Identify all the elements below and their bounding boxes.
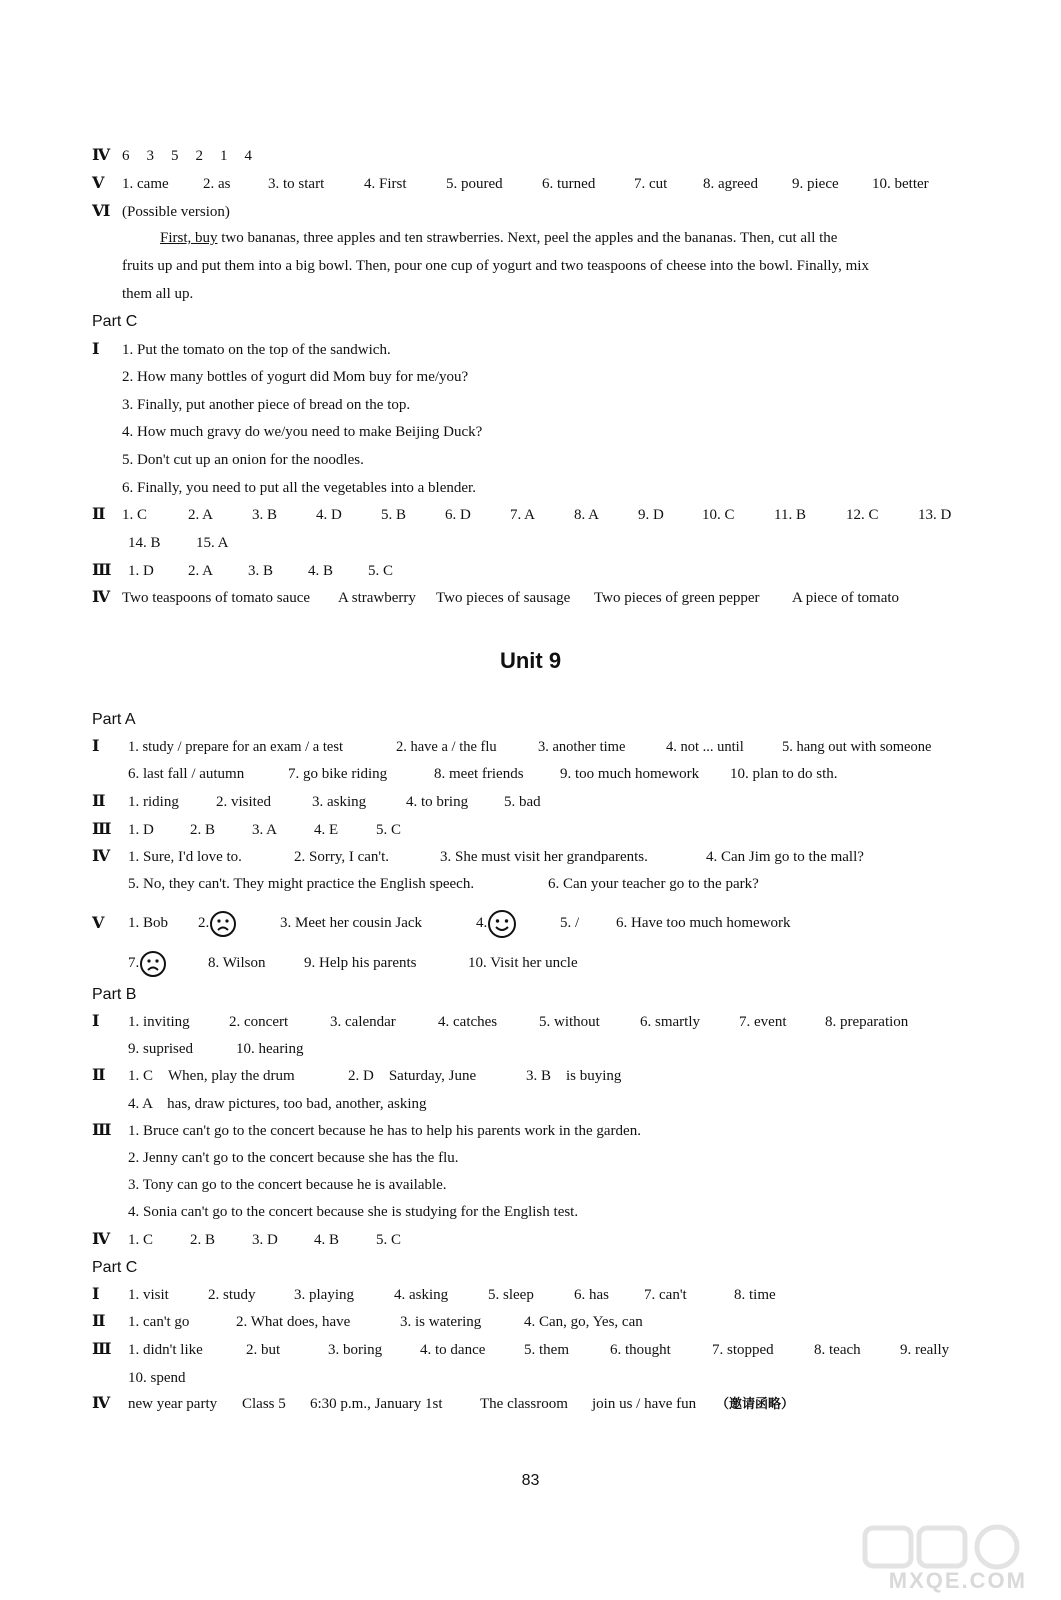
answer-item: 3. D bbox=[252, 1232, 278, 1248]
answer-item: 5. without bbox=[539, 1014, 600, 1030]
roman-numeral: Ⅳ bbox=[92, 147, 111, 164]
answer-item: 3. is watering bbox=[400, 1314, 482, 1330]
answer-item: 1. riding bbox=[128, 794, 179, 810]
answer-item: 1. Sure, I'd love to. bbox=[128, 849, 242, 865]
answer-line: 5. Don't cut up an onion for the noodles. bbox=[122, 452, 364, 468]
answer-item: 14. B bbox=[128, 535, 161, 551]
answer-item: 2. What does, have bbox=[236, 1314, 351, 1330]
answer-item: 2. bbox=[198, 906, 280, 940]
answer-line bbox=[128, 1066, 621, 1086]
answer-line: 3. Tony can go to the concert because he is available. bbox=[128, 1177, 447, 1193]
answer-item: 11. B bbox=[774, 507, 806, 523]
answer-line bbox=[128, 1340, 949, 1360]
answer-item: 1. can't go bbox=[128, 1314, 190, 1330]
answer-line bbox=[128, 1312, 643, 1332]
answer-item: 2. A bbox=[188, 507, 214, 523]
answer-line: 6. Finally, you need to put all the vegetables into a blender. bbox=[122, 480, 476, 496]
answer-item: 4. B bbox=[314, 1232, 340, 1248]
answer-item: 1. didn't like bbox=[128, 1342, 203, 1358]
answer-item: 7. A bbox=[510, 507, 536, 523]
answer-item: 6. turned bbox=[542, 176, 596, 192]
answer-item: 7. stopped bbox=[712, 1342, 774, 1358]
answer-item: 6. D bbox=[445, 507, 471, 523]
answer-item: 6:30 p.m., January 1st bbox=[310, 1396, 443, 1412]
answer-item: 7. go bike riding bbox=[288, 766, 388, 782]
answer-item: 4. asking bbox=[394, 1287, 449, 1303]
answer-item: 1. C bbox=[128, 1232, 154, 1248]
roman-numeral: Ⅱ bbox=[92, 506, 106, 523]
answer-item: 8. teach bbox=[814, 1342, 861, 1358]
answer-item: 3. boring bbox=[328, 1342, 383, 1358]
answer-item: 3. asking bbox=[312, 794, 367, 810]
paragraph-line bbox=[160, 228, 837, 248]
roman-numeral: Ⅲ bbox=[92, 562, 112, 579]
possible-version-note: (Possible version) bbox=[122, 204, 230, 220]
answer-item: 6. Have too much homework bbox=[616, 915, 791, 931]
answer-line bbox=[128, 792, 541, 812]
answer-item: 4. E bbox=[314, 822, 339, 838]
answer-item: 13. D bbox=[918, 507, 952, 523]
answer-line bbox=[122, 174, 929, 194]
answer-item: Class 5 bbox=[242, 1396, 286, 1412]
roman-numeral: Ⅳ bbox=[92, 1231, 111, 1248]
answer-item: 9. piece bbox=[792, 176, 839, 192]
answer-line: 10. spend bbox=[128, 1370, 186, 1386]
answer-item: 7. event bbox=[739, 1014, 787, 1030]
answer-item: 10. hearing bbox=[236, 1041, 304, 1057]
answer-line bbox=[128, 1285, 776, 1305]
answer-item: 8. A bbox=[574, 507, 600, 523]
answer-line bbox=[128, 561, 393, 581]
answer-item: 8. preparation bbox=[825, 1014, 909, 1030]
answer-item: 2. Sorry, I can't. bbox=[294, 849, 390, 865]
roman-numeral: Ⅱ bbox=[92, 1067, 106, 1084]
answer-item: 5. B bbox=[381, 507, 407, 523]
answer-item: 10. Visit her uncle bbox=[468, 955, 578, 971]
answer-item: 2. D Saturday, June bbox=[348, 1068, 477, 1084]
roman-numeral: Ⅳ bbox=[92, 848, 111, 865]
answer-item: 6. smartly bbox=[640, 1014, 700, 1030]
answer-item: 3. Meet her cousin Jack bbox=[280, 915, 423, 931]
answer-item: 15. A bbox=[196, 535, 229, 551]
answer-item: 2. concert bbox=[229, 1014, 289, 1030]
answer-item: 6. thought bbox=[610, 1342, 671, 1358]
answer-item: 3. B bbox=[252, 507, 278, 523]
answer-item: 2. B bbox=[190, 822, 216, 838]
section-heading-part-a: Part A bbox=[92, 711, 136, 728]
answer-item: 10. plan to do sth. bbox=[730, 766, 838, 782]
answer-line bbox=[128, 946, 578, 980]
answer-item: 8. agreed bbox=[703, 176, 758, 192]
section-heading-part-c: Part C bbox=[92, 313, 138, 330]
answer-item: 1. inviting bbox=[128, 1014, 190, 1030]
answer-line: 1. Put the tomato on the top of the sandwich. bbox=[122, 342, 391, 358]
answer-item: 9. suprised bbox=[128, 1041, 193, 1057]
sad-face-icon bbox=[139, 950, 167, 978]
answer-item: 5. C bbox=[368, 563, 394, 579]
answer-item: 5. bad bbox=[504, 794, 541, 810]
answer-item: new year party bbox=[128, 1396, 218, 1412]
answer-item: 8. Wilson bbox=[208, 955, 266, 971]
answer-item: 3. B is buying bbox=[526, 1068, 622, 1084]
answer-item: 5. them bbox=[524, 1342, 569, 1358]
answer-item: 1. Bob bbox=[128, 915, 169, 931]
roman-numeral: Ⅲ bbox=[92, 1341, 112, 1358]
answer-item: 2. B bbox=[190, 1232, 216, 1248]
answer-line bbox=[128, 1039, 303, 1059]
answer-item: 4. D bbox=[316, 507, 342, 523]
answer-item: 3. A bbox=[252, 822, 278, 838]
roman-numeral: Ⅳ bbox=[92, 589, 111, 606]
answer-item: 10. better bbox=[872, 176, 929, 192]
answer-item: A piece of tomato bbox=[792, 590, 900, 606]
answer-item: 5. poured bbox=[446, 176, 503, 192]
answer-line bbox=[128, 906, 791, 940]
answer-item: 4. to dance bbox=[420, 1342, 486, 1358]
answer-item: 3. another time bbox=[538, 739, 626, 755]
answer-item: 5. / bbox=[560, 915, 580, 931]
roman-numeral: Ⅲ bbox=[92, 821, 112, 838]
roman-numeral: Ⅱ bbox=[92, 1313, 106, 1330]
answer-item: 9. Help his parents bbox=[304, 955, 417, 971]
answer-item: 10. C bbox=[702, 507, 735, 523]
answer-line: 4. How much gravy do we/you need to make Beijing Duck? bbox=[122, 424, 483, 440]
answer-item: 3. playing bbox=[294, 1287, 354, 1303]
answer-line bbox=[128, 1230, 401, 1250]
paragraph-line: fruits up and put them into a big bowl. Then, pour one cup of yogurt and two teaspoons of cheese into the bowl. Finally, mix bbox=[122, 258, 869, 274]
paragraph-text: two bananas, three apples and ten strawberries. Next, peel the apples and the bananas. Then, cut all the bbox=[217, 230, 838, 246]
answer-item: 7. bbox=[128, 946, 208, 980]
answer-item: 4. not ... until bbox=[666, 739, 744, 755]
answer-line bbox=[122, 505, 951, 525]
roman-numeral: Ⅵ bbox=[92, 203, 111, 220]
answer-item: 5. C bbox=[376, 822, 402, 838]
answer-line bbox=[128, 874, 759, 894]
roman-numeral: Ⅰ bbox=[92, 1286, 100, 1303]
answer-item: 5. hang out with someone bbox=[782, 739, 932, 755]
answer-item: 5. sleep bbox=[488, 1287, 534, 1303]
answer-item: 1. study / prepare for an exam / a test bbox=[128, 739, 344, 755]
answer-line bbox=[128, 737, 931, 757]
answer-item: 3. to start bbox=[268, 176, 325, 192]
roman-numeral: Ⅳ bbox=[92, 1395, 111, 1412]
answer-line: 4. A has, draw pictures, too bad, another, asking bbox=[128, 1096, 427, 1112]
answer-item: 6. Can your teacher go to the park? bbox=[548, 876, 759, 892]
section-heading-part-c: Part C bbox=[92, 1259, 138, 1276]
roman-numeral: Ⅰ bbox=[92, 738, 100, 755]
answer-item: 6. last fall / autumn bbox=[128, 766, 245, 782]
answer-item: 3. She must visit her grandparents. bbox=[440, 849, 648, 865]
answer-item: 7. can't bbox=[644, 1287, 687, 1303]
answer-item: join us / have fun bbox=[592, 1396, 697, 1412]
answer-line: 1. Bruce can't go to the concert because he has to help his parents work in the garden. bbox=[128, 1123, 641, 1139]
unit-title: Unit 9 bbox=[499, 648, 562, 673]
roman-numeral: Ⅲ bbox=[92, 1122, 112, 1139]
paragraph-line: them all up. bbox=[122, 286, 194, 302]
answer-item: 2. study bbox=[208, 1287, 256, 1303]
answer-item: 8. meet friends bbox=[434, 766, 524, 782]
answer-item: Two teaspoons of tomato sauce bbox=[122, 590, 311, 606]
answer-item: 1. C When, play the drum bbox=[128, 1068, 295, 1084]
answer-item: 2. A bbox=[188, 563, 214, 579]
answer-item: The classroom bbox=[480, 1396, 568, 1412]
answer-item: 9. D bbox=[638, 507, 664, 523]
answer-item: 7. cut bbox=[634, 176, 668, 192]
roman-numeral: Ⅱ bbox=[92, 793, 106, 810]
answer-line bbox=[128, 1394, 794, 1415]
roman-numeral: Ⅴ bbox=[92, 175, 105, 192]
answer-line: 2. How many bottles of yogurt did Mom buy for me/you? bbox=[122, 369, 469, 385]
sad-face-icon bbox=[209, 910, 237, 938]
roman-numeral: Ⅰ bbox=[92, 341, 100, 358]
answer-item: 4. Can Jim go to the mall? bbox=[706, 849, 864, 865]
answer-item: （邀请函略） bbox=[716, 1397, 795, 1412]
answer-line bbox=[128, 533, 229, 553]
answer-item: 2. but bbox=[246, 1342, 281, 1358]
answer-line: 2. Jenny can't go to the concert because she has the flu. bbox=[128, 1150, 459, 1166]
answer-item: Two pieces of green pepper bbox=[594, 590, 760, 606]
answer-line: 6 3 5 2 1 4 bbox=[122, 148, 254, 164]
answer-line: 3. Finally, put another piece of bread on the top. bbox=[122, 397, 411, 413]
answer-item: 5. C bbox=[376, 1232, 402, 1248]
page-number: 83 bbox=[521, 1472, 540, 1489]
answer-item: 4. First bbox=[364, 176, 407, 192]
answer-item: 3. B bbox=[248, 563, 274, 579]
answer-item: 1. C bbox=[122, 507, 148, 523]
answer-line bbox=[128, 820, 401, 840]
answer-item: 12. C bbox=[846, 507, 879, 523]
roman-numeral: Ⅰ bbox=[92, 1013, 100, 1030]
answer-item: 9. too much homework bbox=[560, 766, 700, 782]
answer-line bbox=[128, 1012, 908, 1032]
section-heading-part-b: Part B bbox=[92, 986, 137, 1003]
answer-item: 1. came bbox=[122, 176, 169, 192]
watermark-text: MXQE.COM bbox=[888, 1568, 1027, 1593]
answer-item: 4. Can, go, Yes, can bbox=[524, 1314, 643, 1330]
answer-item: 2. have a / the flu bbox=[396, 739, 497, 755]
answer-item: 1. visit bbox=[128, 1287, 169, 1303]
answer-item: 1. D bbox=[128, 822, 154, 838]
answer-item: 4. catches bbox=[438, 1014, 498, 1030]
answer-item: 2. visited bbox=[216, 794, 271, 810]
underlined-phrase: First, buy bbox=[160, 230, 218, 246]
answer-line bbox=[128, 764, 838, 784]
answer-item: Two pieces of sausage bbox=[436, 590, 571, 606]
answer-item: 4. to bring bbox=[406, 794, 469, 810]
answer-item: 9. really bbox=[900, 1342, 950, 1358]
answer-line bbox=[128, 847, 864, 867]
answer-item: A strawberry bbox=[338, 590, 416, 606]
answer-item: 6. has bbox=[574, 1287, 609, 1303]
answer-item: 2. as bbox=[203, 176, 231, 192]
answer-item: 4. B bbox=[308, 563, 334, 579]
roman-numeral: Ⅴ bbox=[92, 915, 105, 932]
answer-line: 4. Sonia can't go to the concert because she is studying for the English test. bbox=[128, 1204, 579, 1220]
answer-item: 8. time bbox=[734, 1287, 776, 1303]
answer-item: 1. D bbox=[128, 563, 154, 579]
answer-line bbox=[122, 588, 899, 608]
answer-item: 5. No, they can't. They might practice the English speech. bbox=[128, 876, 475, 892]
answer-item: 3. calendar bbox=[330, 1014, 396, 1030]
answer-item: 4. bbox=[476, 906, 560, 940]
happy-face-icon bbox=[487, 909, 517, 939]
